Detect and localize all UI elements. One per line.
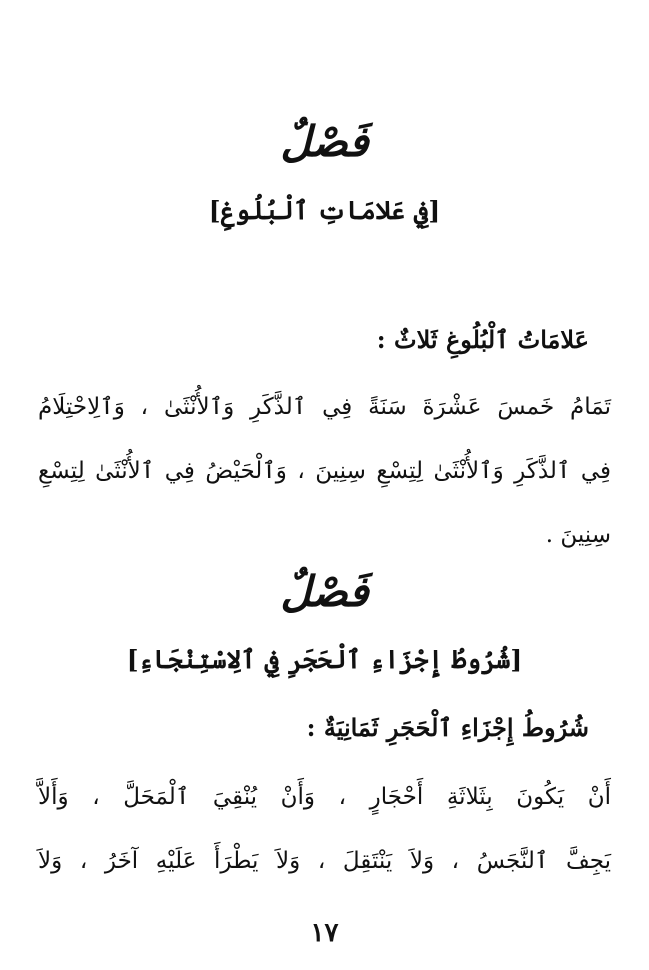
paragraph-line: سِنِينَ . — [545, 522, 611, 548]
section-subtitle-1: [فِي عَلامَاتِ ٱلْبُلُوغِ] — [208, 196, 441, 225]
paragraph-line: أَنْ يَكُونَ بِثَلاثَةِ أَحْجَارٍ ، وَأَنْ يُنْقِيَ ٱلْمَحَلَّ ، وَأَلاَّ — [38, 784, 611, 810]
paragraph-line: فِي ٱلذَّكَرِ وَٱلأُنْثَىٰ لِتِسْعِ سِنِينَ ، وَٱلْحَيْضُ فِي ٱلأُنْثَىٰ لِتِسْعِ — [38, 458, 611, 484]
section-paragraph-2 — [38, 765, 611, 893]
section-lead-2: شُرُوطُ إِجْزَاءِ ٱلْحَجَرِ ثَمَانِيَةٌ : — [306, 713, 589, 742]
page-number: ١٧ — [310, 918, 339, 948]
section-heading-1: فَصْلٌ — [280, 117, 369, 166]
section-heading-2: فَصْلٌ — [280, 567, 369, 616]
paragraph-line: تَمَامُ خَمسَ عَشْرَةَ سَنَةً فِي ٱلذَّكَرِ وَٱلأُنْثَىٰ ، وَٱلِاحْتِلَامُ — [38, 394, 611, 420]
paragraph-line: يَجِفَّ ٱلنَّجَسُ ، وَلاَ يَنْتَقِلَ ، وَلاَ يَطْرَأَ عَلَيْهِ آخَرُ ، وَلاَ — [38, 848, 611, 874]
section-subtitle-2: [شُرُوطُ إِجْزَاءِ ٱلْحَجَرِ فِي ٱلِاسْتِنْجَاءِ] — [126, 645, 523, 674]
section-lead-1: عَلامَاتُ ٱلْبُلُوغِ ثَلاثٌ : — [376, 325, 589, 354]
section-paragraph-1 — [38, 375, 611, 567]
